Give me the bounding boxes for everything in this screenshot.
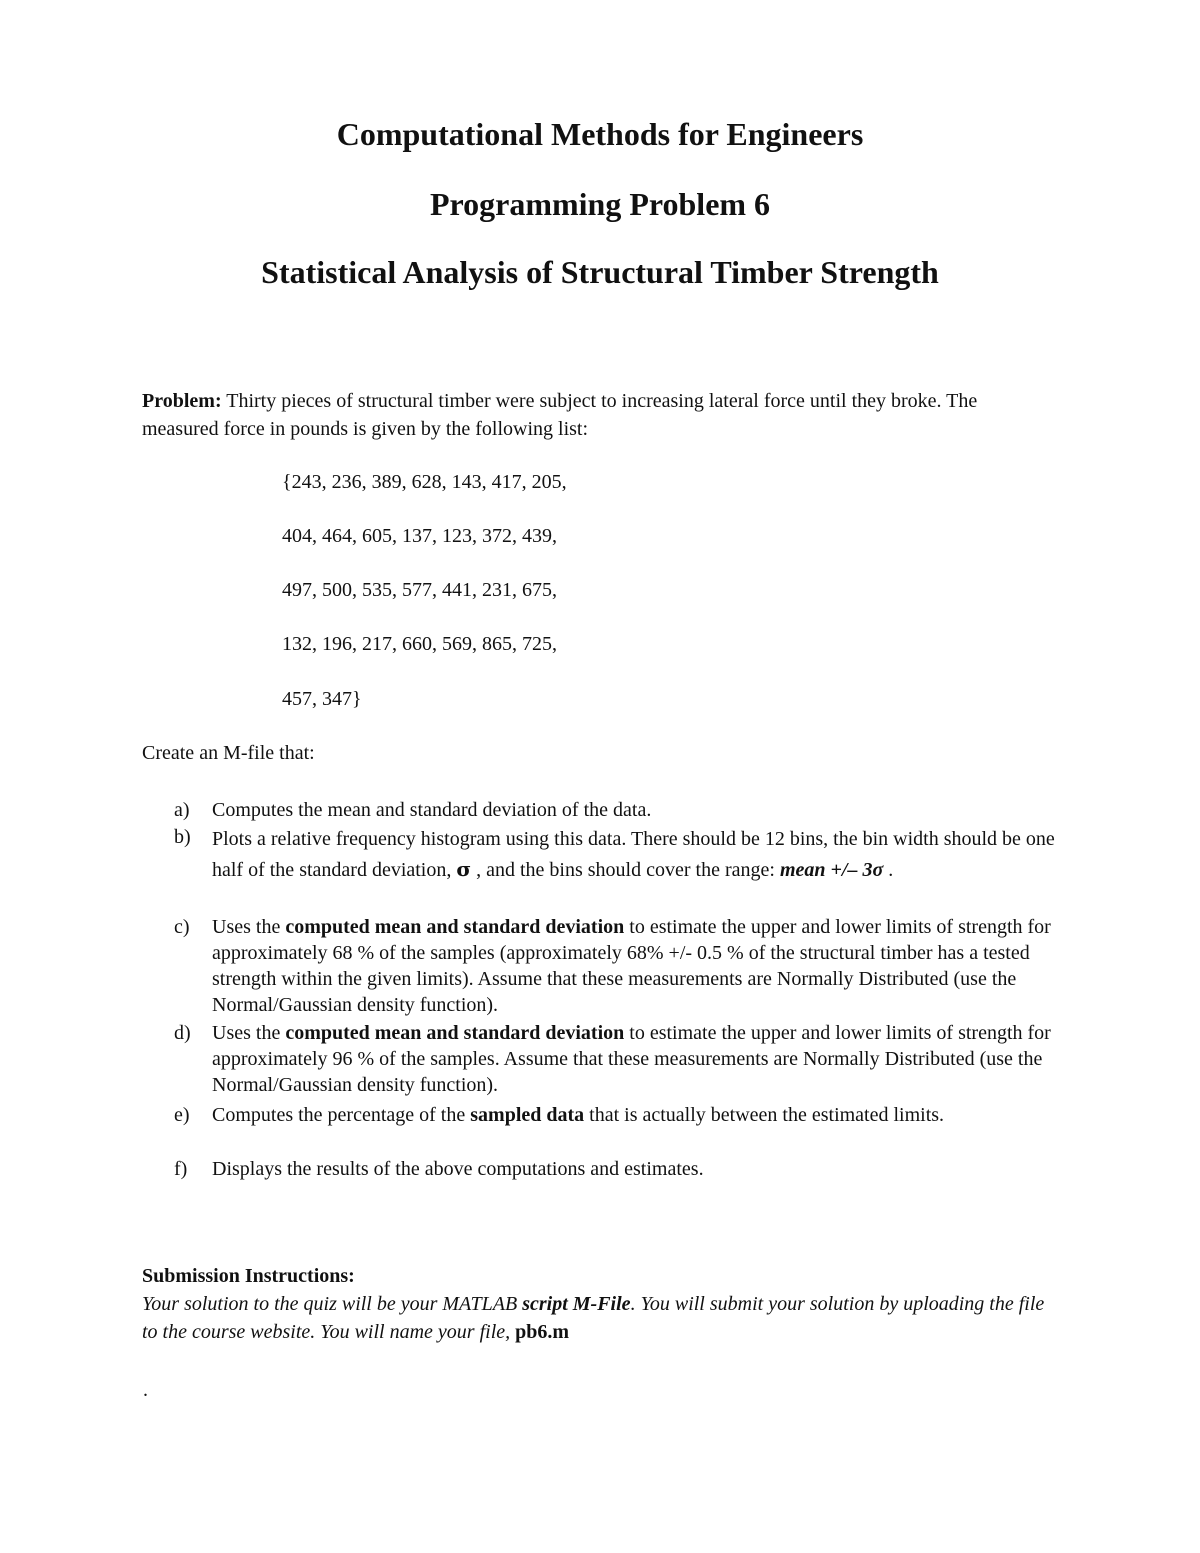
task-item-d [174,1020,1074,1098]
task-text: Computes the percentage of the [212,1104,466,1126]
task-text: . [888,859,894,881]
data-list-line-5: 457, 347} [282,688,362,710]
task-item-e [174,1102,1074,1128]
task-item-a [174,797,1074,823]
range-expression: mean +/– 3σ [779,859,884,881]
task-text: that is actually between the estimated limits. [589,1104,945,1126]
problem-text: Thirty pieces of structural timber were subject to increasing lateral force until they broke. The measured force in pounds is given by the following list: [142,390,978,440]
task-text: , and the bins should cover the range: [476,859,775,881]
task-item-c [174,914,1074,1018]
stray-period: . [143,1379,148,1401]
submission-instructions [142,1290,1062,1346]
task-body [212,914,1074,1018]
data-list-line-3: 497, 500, 535, 577, 441, 231, 675, [282,579,557,601]
submission-heading: Submission Instructions: [142,1265,355,1287]
problem-label: Problem: [142,390,222,412]
submission-emphasis: script M-File [522,1293,631,1315]
task-marker: a) [174,799,190,821]
task-marker: d) [174,1022,191,1044]
submission-text: Your solution to the quiz will be your MATLAB [142,1293,518,1315]
task-text: Uses the [212,916,281,938]
task-intro: Create an M-file that: [142,742,315,764]
problem-statement [142,387,1042,443]
task-text: Computes the mean and standard deviation of the data. [212,799,652,821]
task-body [212,1102,1074,1128]
task-emphasis: sampled data [470,1104,585,1126]
task-marker: e) [174,1104,190,1126]
task-text: Uses the [212,1022,281,1044]
task-text: Plots a relative frequency histogram using this data. There should be 12 bins, the bin width should be one half of the standard deviation, [212,828,1055,881]
task-body [212,1020,1074,1098]
problem-number-title: Programming Problem 6 [429,186,771,222]
task-emphasis: computed mean and standard deviation [285,1022,625,1044]
task-item-b [174,824,1074,885]
course-title: Computational Methods for Engineers [336,116,864,152]
task-marker: b) [174,826,191,848]
data-list-line-2: 404, 464, 605, 137, 123, 372, 439, [282,525,557,547]
sigma-symbol: σ [456,857,472,881]
task-marker: f) [174,1158,188,1180]
problem-topic-title: Statistical Analysis of Structural Timber Strength [261,254,939,290]
submission-filename: pb6.m [515,1321,570,1343]
task-marker: c) [174,916,190,938]
task-text: to estimate the upper and lower limits of strength for approximately 96 % of the samples. Assume that these measurements are Normally Distributed (use the Normal/Gaussian density function). [212,1022,1051,1096]
data-list-line-1: {243, 236, 389, 628, 143, 417, 205, [282,471,567,493]
submission-text: . You will submit your solution by uploading the file to the course website. You will name your file, [142,1293,1045,1343]
task-emphasis: computed mean and standard deviation [285,916,625,938]
task-text: to estimate the upper and lower limits of strength for approximately 68 % of the samples (approximately 68% +/- 0.5 % of the structural timber has a tested strength within the given limits). Assume that these measurements are Normally Distributed (use the Normal/Gaussian density function). [212,916,1051,1016]
task-text: Displays the results of the above computations and estimates. [212,1158,704,1180]
task-body [212,824,1074,885]
task-item-f [174,1156,1074,1182]
data-list-line-4: 132, 196, 217, 660, 569, 865, 725, [282,633,557,655]
